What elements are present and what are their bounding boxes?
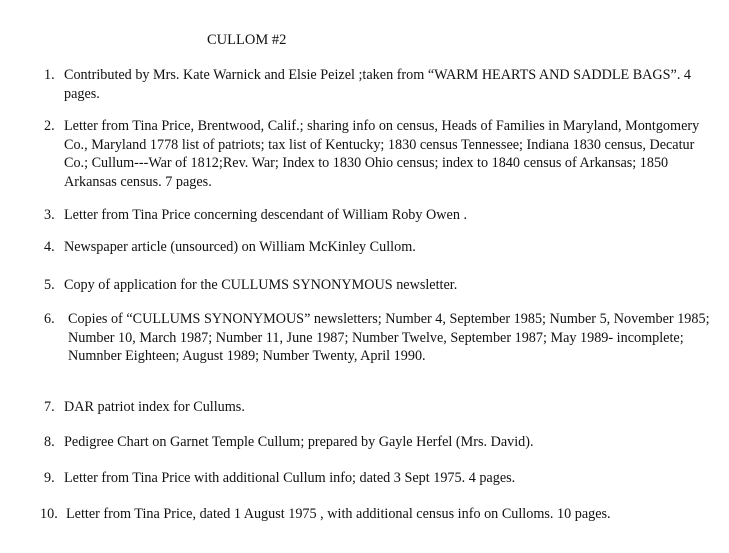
page-title: CULLOM #2: [207, 32, 287, 48]
item-number: 3.: [44, 207, 55, 223]
item-number: 6.: [44, 311, 55, 327]
item-number: 2.: [44, 118, 55, 134]
list-item: [44, 206, 714, 225]
item-number: 9.: [44, 470, 55, 486]
item-number: 8.: [44, 434, 55, 450]
list-item: [44, 66, 714, 103]
list-item: [44, 469, 714, 488]
item-text: Letter from Tina Price, Brentwood, Calif.; sharing info on census, Heads of Families in Maryland, Montgomery Co., Maryland 1778 list of patriots; tax list of Kentucky; 1830 census Tennessee; Indiana 1830 census, Decatur Co.; Cullum---War of 1812;Rev. War; Index to 1830 Ohio census; index to 1840 census of Arkansas; 1850 Arkansas census. 7 pages.: [64, 118, 700, 190]
list-item: [40, 505, 710, 524]
item-text: Pedigree Chart on Garnet Temple Cullum; prepared by Gayle Herfel (Mrs. David).: [64, 434, 534, 450]
list-item: [44, 238, 714, 257]
item-number: 4.: [44, 239, 55, 255]
item-text: Letter from Tina Price concerning descendant of William Roby Owen .: [64, 207, 468, 223]
item-text: Contributed by Mrs. Kate Warnick and Elsie Peizel ;taken from “WARM HEARTS AND SADDLE BAGS”. 4 pages.: [64, 67, 692, 102]
list-item: [44, 276, 714, 295]
item-text: Copies of “CULLUMS SYNONYMOUS” newsletters; Number 4, September 1985; Number 5, November 1985; Number 10, March 1987; Number 11, June 1987; Number Twelve, September 1987; May 1989- incomplete; Numnber Eighteen; August 1989; Number Twenty, April 1990.: [68, 311, 710, 364]
item-text: Letter from Tina Price with additional Cullum info; dated 3 Sept 1975. 4 pages.: [64, 470, 516, 486]
list-item: [44, 310, 714, 366]
list-item: [44, 398, 714, 417]
item-number: 10.: [40, 506, 58, 522]
list-item: [44, 117, 714, 191]
item-text: Newspaper article (unsourced) on William McKinley Cullom.: [64, 239, 416, 255]
list-item: [44, 433, 714, 452]
item-text: Letter from Tina Price, dated 1 August 1975 , with additional census info on Culloms. 10 pages.: [66, 506, 611, 522]
item-number: 7.: [44, 399, 55, 415]
item-text: DAR patriot index for Cullums.: [64, 399, 245, 415]
item-text: Copy of application for the CULLUMS SYNONYMOUS newsletter.: [64, 277, 458, 293]
item-number: 1.: [44, 67, 55, 83]
item-number: 5.: [44, 277, 55, 293]
